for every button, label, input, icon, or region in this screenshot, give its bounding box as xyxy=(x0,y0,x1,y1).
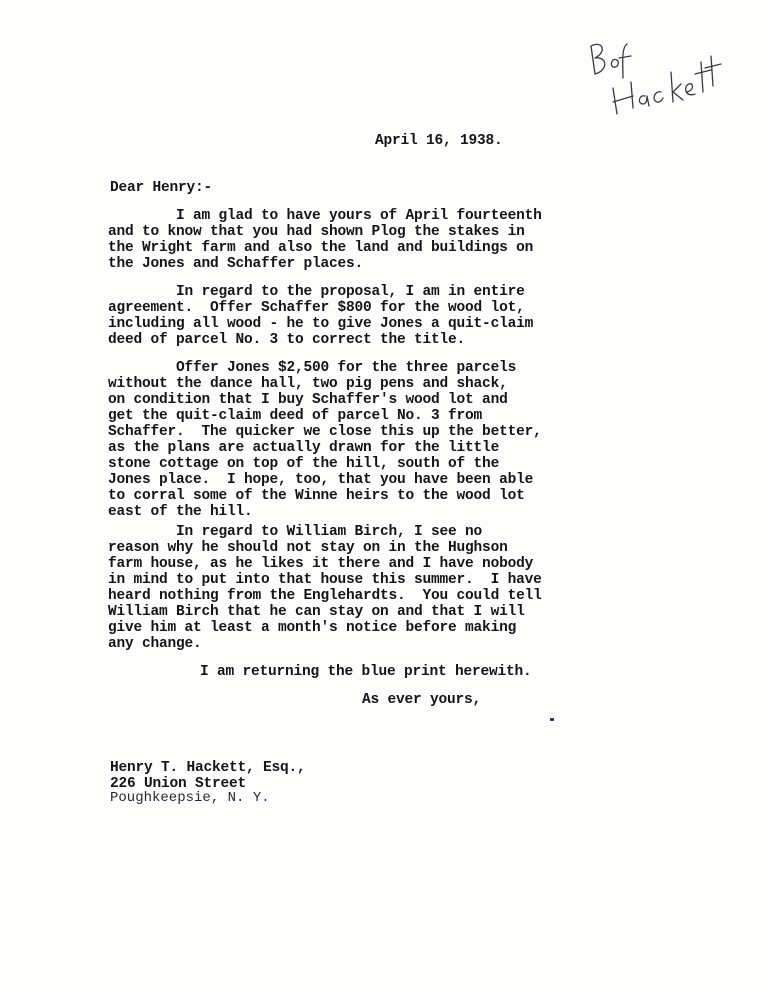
paragraph-line: to corral some of the Winne heirs to the wood lot xyxy=(108,488,525,504)
paragraph-line: in mind to put into that house this summer. I have xyxy=(108,572,542,588)
paragraph-line: the Wright farm and also the land and buildings on xyxy=(108,240,534,256)
paragraph-line: William Birch that he can stay on and that I will xyxy=(108,604,525,620)
closing: As ever yours, xyxy=(362,692,482,708)
paragraph-line: including all wood - he to give Jones a quit-claim xyxy=(108,316,534,332)
paragraph-line: without the dance hall, two pig pens and shack, xyxy=(108,376,508,392)
paragraph-line: Jones place. I hope, too, that you have been able xyxy=(108,472,534,488)
paragraph-line: agreement. Offer Schaffer $800 for the wood lot, xyxy=(108,300,525,316)
paragraph-line: heard nothing from the Englehardts. You could tell xyxy=(108,588,542,604)
salutation: Dear Henry:- xyxy=(110,180,213,196)
recipient-city: Poughkeepsie, N. Y. xyxy=(110,790,270,806)
paragraph-line: get the quit-claim deed of parcel No. 3 from xyxy=(108,408,483,424)
paragraph-1 xyxy=(108,208,542,272)
paragraph-line: east of the hill. xyxy=(108,504,253,520)
paragraph-line: on condition that I buy Schaffer's wood lot and xyxy=(108,392,508,408)
paragraph-line: the Jones and Schaffer places. xyxy=(108,256,364,272)
paragraph-line: deed of parcel No. 3 to correct the title. xyxy=(108,332,466,348)
recipient-street: 226 Union Street xyxy=(110,776,247,792)
ink-speck xyxy=(550,718,554,721)
handwritten-annotation xyxy=(583,26,723,116)
paragraph-line: Schaffer. The quicker we close this up the better, xyxy=(108,424,542,440)
paragraph-line: as the plans are actually drawn for the little xyxy=(108,440,500,456)
paragraph-line: give him at least a month's notice before making xyxy=(108,620,517,636)
paragraph-line: Offer Jones $2,500 for the three parcels xyxy=(108,360,517,376)
paragraph-line: any change. xyxy=(108,636,202,652)
paragraph-4 xyxy=(108,524,542,652)
recipient-name: Henry T. Hackett, Esq., xyxy=(110,760,306,776)
paragraph-3 xyxy=(108,360,542,520)
paragraph-2 xyxy=(108,284,533,348)
paragraph-line: and to know that you had shown Plog the stakes in xyxy=(108,224,525,240)
paragraph-line: reason why he should not stay on in the Hughson xyxy=(108,540,508,556)
paragraph-line: I am glad to have yours of April fourteenth xyxy=(108,208,542,224)
paragraph-5 xyxy=(200,664,532,680)
letter-date: April 16, 1938. xyxy=(375,133,503,149)
paragraph-line: I am returning the blue print herewith. xyxy=(200,664,532,680)
paragraph-line: farm house, as he likes it there and I have nobody xyxy=(108,556,534,572)
paragraph-line: stone cottage on top of the hill, south of the xyxy=(108,456,500,472)
paragraph-line: In regard to the proposal, I am in entire xyxy=(108,284,525,300)
paragraph-line: In regard to William Birch, I see no xyxy=(108,524,483,540)
